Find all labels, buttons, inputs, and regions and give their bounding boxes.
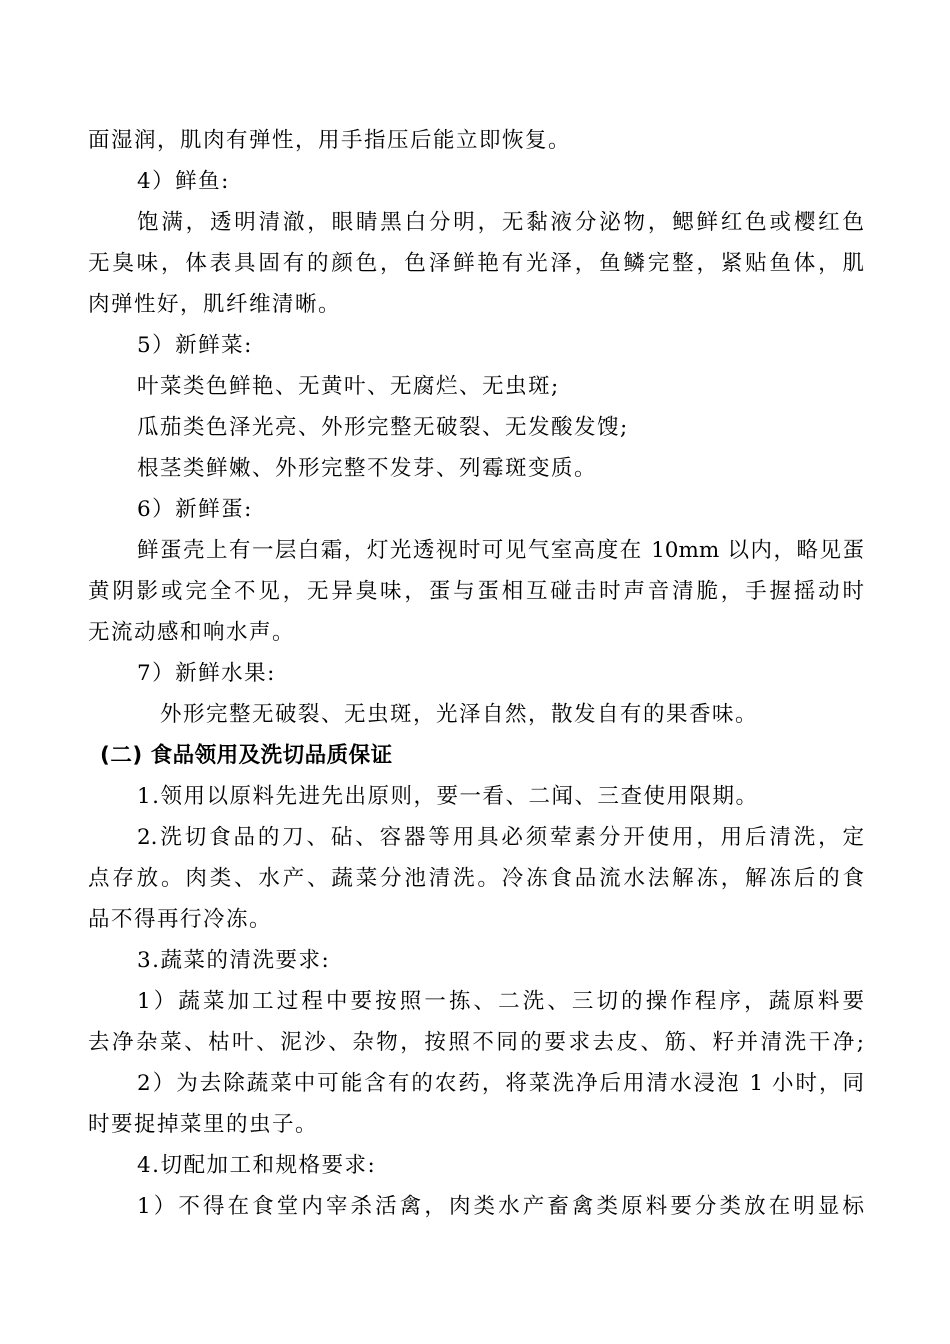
text-line: 外形完整无破裂、无虫斑，光泽自然，散发自有的果香味。 <box>160 702 759 727</box>
text-line: 1）蔬菜加工过程中要按照一拣、二洗、三切的操作程序，蔬原料要 <box>137 989 864 1014</box>
text-line: 去净杂菜、枯叶、泥沙、杂物，按照不同的要求去皮、筋、籽并清洗干净; <box>88 1030 864 1055</box>
text-line: 无流动感和响水声。 <box>88 620 296 645</box>
section-heading: (二) 食品领用及洗切品质保证 <box>100 743 393 768</box>
text-line: 2）为去除蔬菜中可能含有的农药，将菜洗净后用清水浸泡 1 小时，同 <box>137 1071 864 1096</box>
list-item-vegetables: 5）新鲜菜: <box>137 333 253 358</box>
subsection-title: 3.蔬菜的清洗要求: <box>137 948 331 973</box>
list-item-fruit: 7）新鲜水果: <box>137 661 276 686</box>
text-line: 鲜蛋壳上有一层白霜，灯光透视时可见气室高度在 10mm 以内，略见蛋 <box>137 538 864 563</box>
subsection-title: 4.切配加工和规格要求: <box>137 1153 377 1178</box>
text-line: 品不得再行冷冻。 <box>88 907 273 932</box>
text-line: 肉弹性好，肌纤维清晰。 <box>88 292 342 317</box>
text-line: 2.洗切食品的刀、砧、容器等用具必须荤素分开使用，用后清洗，定 <box>137 825 864 850</box>
text-line: 1）不得在食堂内宰杀活禽，肉类水产畜禽类原料要分类放在明显标 <box>137 1194 864 1219</box>
text-line: 黄阴影或完全不见，无异臭味，蛋与蛋相互碰击时声音清脆，手握摇动时 <box>88 579 864 604</box>
text-line: 根茎类鲜嫩、外形完整不发芽、列霉斑变质。 <box>137 456 598 481</box>
text-line: 1.领用以原料先进先出原则，要一看、二闻、三查使用限期。 <box>137 784 759 809</box>
text-line: 时要捉掉菜里的虫子。 <box>88 1112 319 1137</box>
text-line: 点存放。肉类、水产、蔬菜分池清洗。冷冻食品流水法解冻，解冻后的食 <box>88 866 864 891</box>
list-item-fish: 4）鲜鱼: <box>137 169 230 194</box>
text-line: 瓜茄类色泽光亮、外形完整无破裂、无发酸发馊; <box>137 415 629 440</box>
list-item-eggs: 6）新鲜蛋: <box>137 497 253 522</box>
text-line: 无臭味，体表具固有的颜色，色泽鲜艳有光泽，鱼鳞完整，紧贴鱼体，肌 <box>88 251 864 276</box>
text-line: 面湿润，肌肉有弹性，用手指压后能立即恢复。 <box>88 128 572 153</box>
text-line: 饱满，透明清澈，眼睛黑白分明，无黏液分泌物，鳃鲜红色或樱红色 <box>137 210 864 235</box>
text-line: 叶菜类色鲜艳、无黄叶、无腐烂、无虫斑; <box>137 374 560 399</box>
